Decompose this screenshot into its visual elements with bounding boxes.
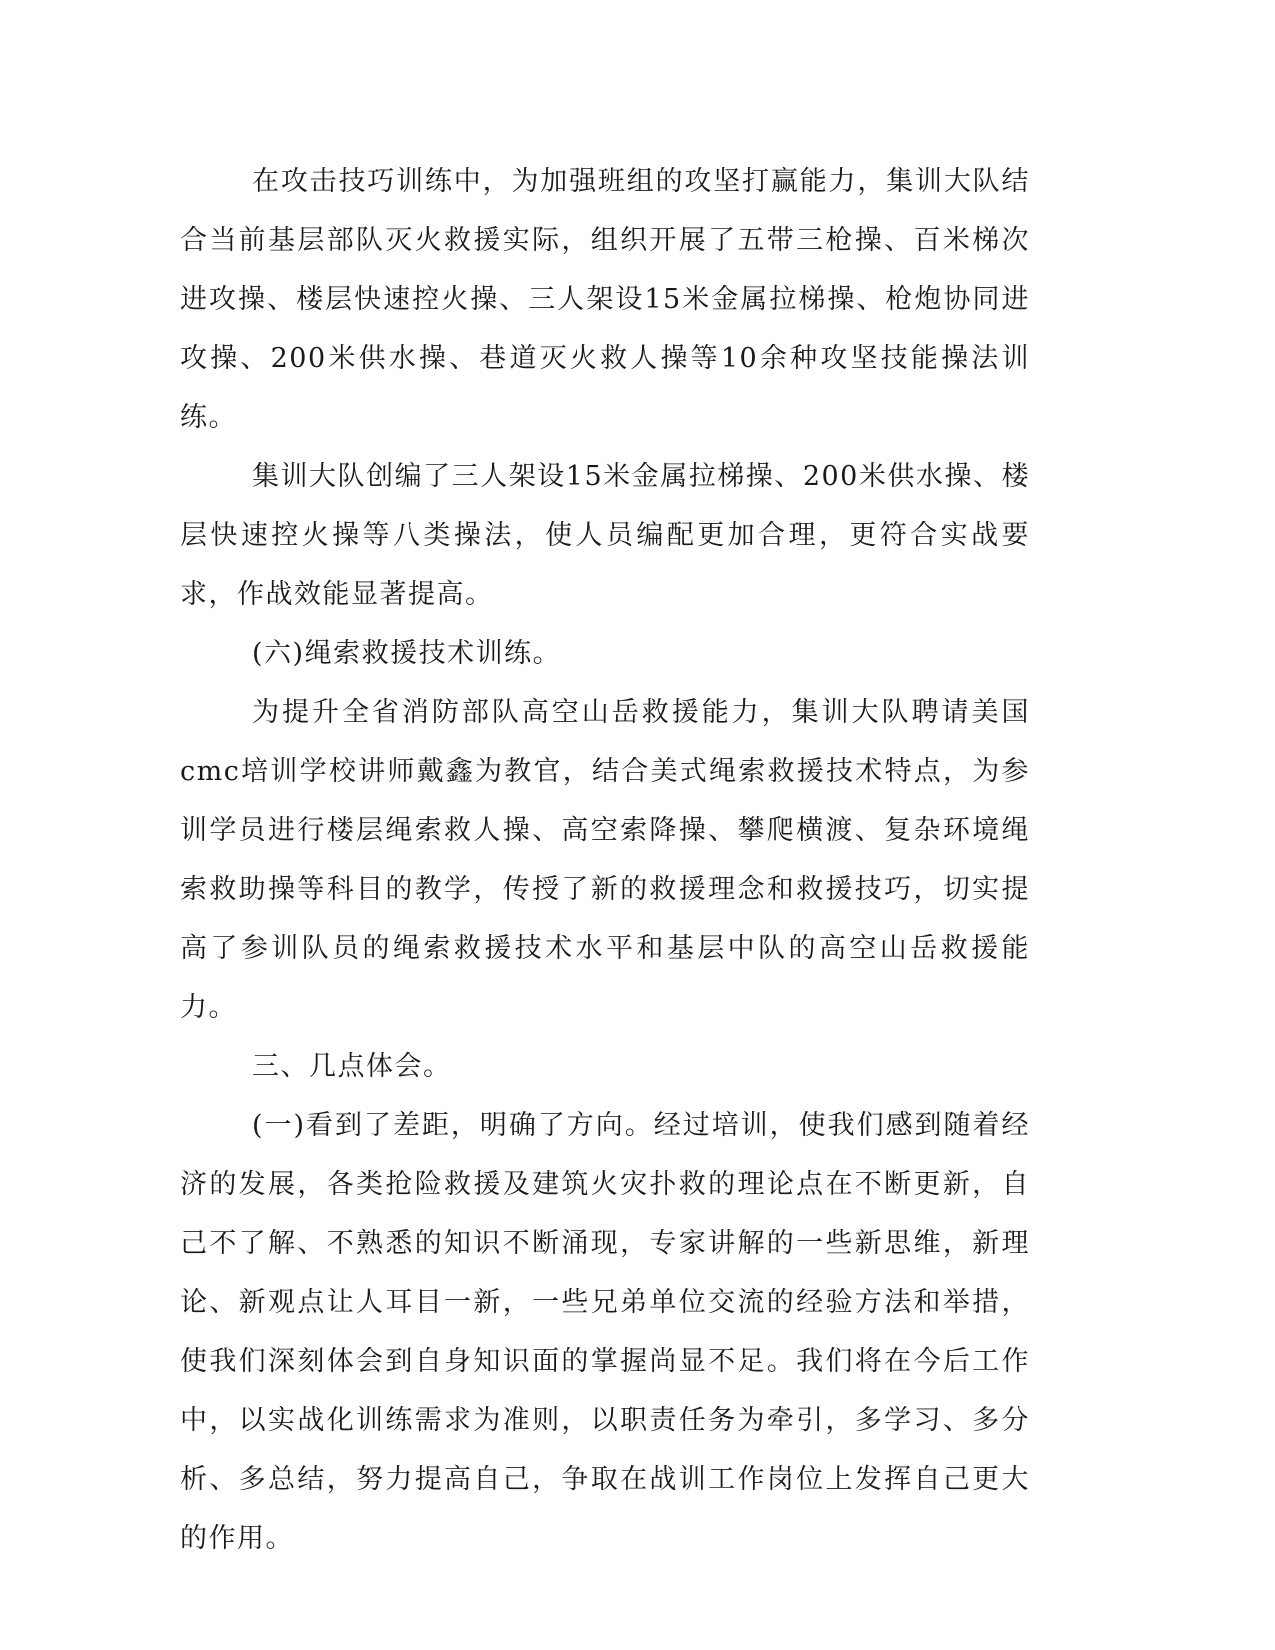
paragraph-new-drill-methods: 集训大队创编了三人架设15米金属拉梯操、200米供水操、楼层快速控火操等八类操法，使人员编配更加合理，更符合实战要求，作战效能显著提高。 <box>180 461 1030 610</box>
paragraph-attack-skills-training: 在攻击技巧训练中，为加强班组的攻坚打赢能力，集训大队结合当前基层部队灭火救援实际，组织开展了五带三枪操、百米梯次进攻操、楼层快速控火操、三人架设15米金属拉梯操、枪炮协同进攻操、200米供水操、巷道灭火救人操等10余种攻坚技能操法训练。 <box>180 166 1030 433</box>
section-heading-rope-rescue: (六)绳索救援技术训练。 <box>252 638 562 669</box>
document-body <box>180 152 1030 1568</box>
paragraph-rope-rescue-training: 为提升全省消防部队高空山岳救援能力，集训大队聘请美国cmc培训学校讲师戴鑫为教官，结合美式绳索救援技术特点，为参训学员进行楼层绳索救人操、高空索降操、攀爬横渡、复杂环境绳索救助操等科目的教学，传授了新的救援理念和救援技巧，切实提高了参训队员的绳索救援技术水平和基层中队的高空山岳救援能力。 <box>180 697 1030 1023</box>
paragraph-gap-and-direction: (一)看到了差距，明确了方向。经过培训，使我们感到随着经济的发展，各类抢险救援及建筑火灾扑救的理论点在不断更新，自己不了解、不熟悉的知识不断涌现，专家讲解的一些新思维，新理论、新观点让人耳目一新，一些兄弟单位交流的经验方法和举措，使我们深刻体会到自身知识面的掌握尚显不足。我们将在今后工作中，以实战化训练需求为准则，以职责任务为牵引，多学习、多分析、多总结，努力提高自己，争取在战训工作岗位上发挥自己更大的作用。 <box>180 1110 1030 1554</box>
section-heading-experiences: 三、几点体会。 <box>252 1051 452 1082</box>
